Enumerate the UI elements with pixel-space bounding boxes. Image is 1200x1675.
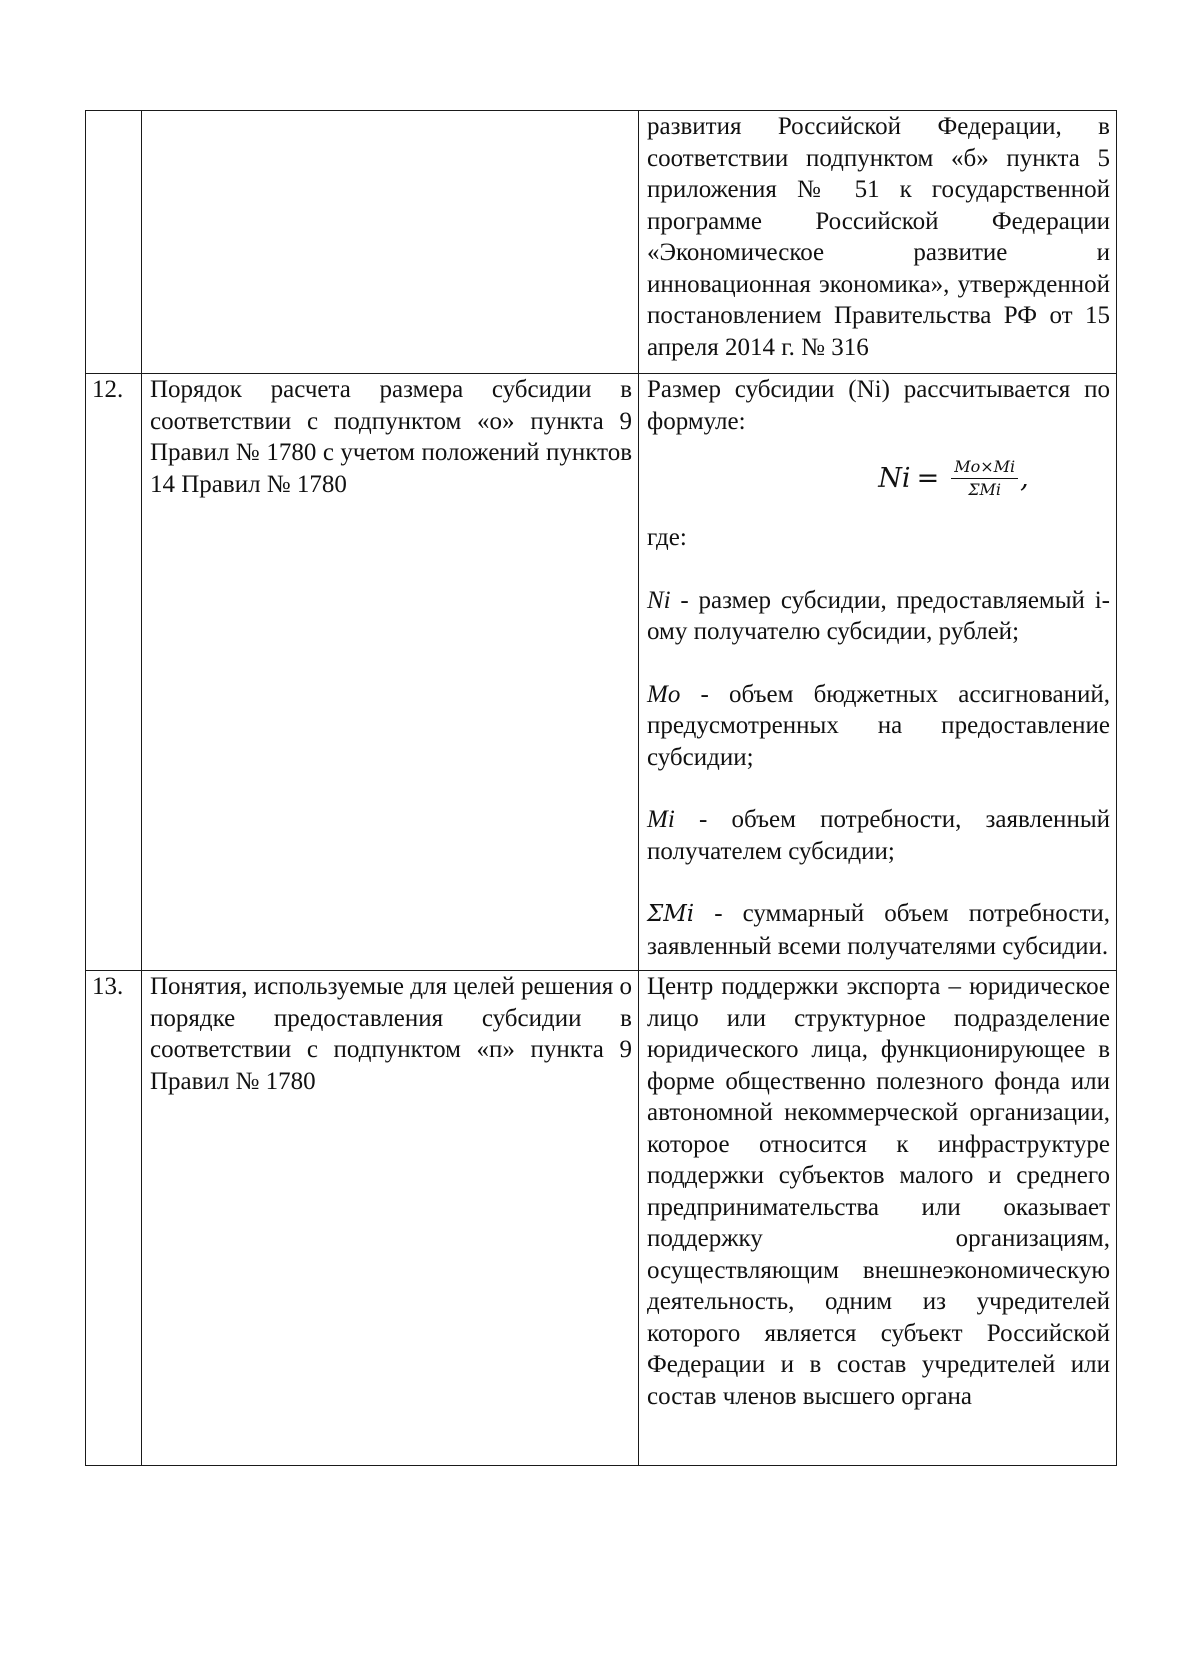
row-content-text: развития Российской Федерации, в соответствии подпунктом «б» пункта 5 приложения № 51 к государственной программе Российской Федерации «Экономическое развитие и инновационная экономика», утвержденной постановлением Правительства РФ от 15 апреля 2014 г. № 316 — [647, 113, 1110, 361]
row-description — [142, 111, 639, 374]
formula-intro: Размер субсидии (Ni) рассчитывается по формуле: — [647, 376, 1110, 435]
row-content — [639, 374, 1117, 971]
definition-text: - размер субсидии, предоставляемый i-ому получателю субсидии, рублей; — [647, 586, 1110, 645]
row-description: Понятия, используемые для целей решения о порядке предоставления субсидии в соответствии с подпунктом «п» пункта 9 Правил № 1780 — [142, 971, 639, 1466]
definition-item — [647, 679, 1110, 774]
formula-where: где: — [647, 524, 687, 551]
row-number: 13. — [86, 971, 142, 1466]
formula-lhs: Ni — [878, 462, 911, 494]
definition-text: - объем бюджетных ассигнований, предусмотренных на предоставление субсидии; — [647, 680, 1110, 771]
row-description: Порядок расчета размера субсидии в соответствии с подпунктом «о» пункта 9 Правил № 1780 с учетом положений пунктов 14 Правил № 1780 — [142, 374, 639, 971]
formula-tail: , — [1020, 462, 1029, 494]
definition-text: - объем потребности, заявленный получателем субсидии; — [647, 806, 1110, 865]
row-content-text: Центр поддержки экспорта – юридическое лицо или структурное подразделение юридического лица, функционирующее в форме общественно полезного фонда или автономной некоммерческой организации, которое относится к инфраструктуре поддержки субъектов малого и среднего предпринимательства или оказывает поддержку организациям, осуществляющим внешнеэкономическую деятельность, одним из учредителей которого является субъект Российской Федерации и в состав учредителей или состав членов высшего органа — [647, 973, 1110, 1410]
definition-term: Ni — [647, 586, 671, 614]
formula-denominator: ΣMi — [968, 480, 1002, 499]
definition-term: Mi — [647, 806, 675, 833]
table-row — [86, 111, 1117, 374]
definition-term: ΣMi — [647, 901, 695, 927]
formula-numerator: Mo×Mi — [951, 457, 1018, 479]
row-content — [639, 971, 1117, 1466]
formula-fraction — [951, 457, 1018, 500]
formula-equals: = — [916, 462, 940, 494]
definition-term: Mo — [647, 680, 681, 708]
definition-text: - суммарный объем потребности, заявленный всеми получателями субсидии. — [647, 900, 1110, 960]
row-number — [86, 111, 142, 374]
requirements-table — [85, 110, 1117, 1466]
table-row — [86, 374, 1117, 971]
table-row — [86, 971, 1117, 1466]
subsidy-formula — [647, 457, 1110, 500]
row-content — [639, 111, 1117, 374]
definition-item — [647, 804, 1110, 867]
definition-item — [647, 585, 1110, 648]
row-number: 12. — [86, 374, 142, 971]
definition-item — [647, 898, 1110, 962]
